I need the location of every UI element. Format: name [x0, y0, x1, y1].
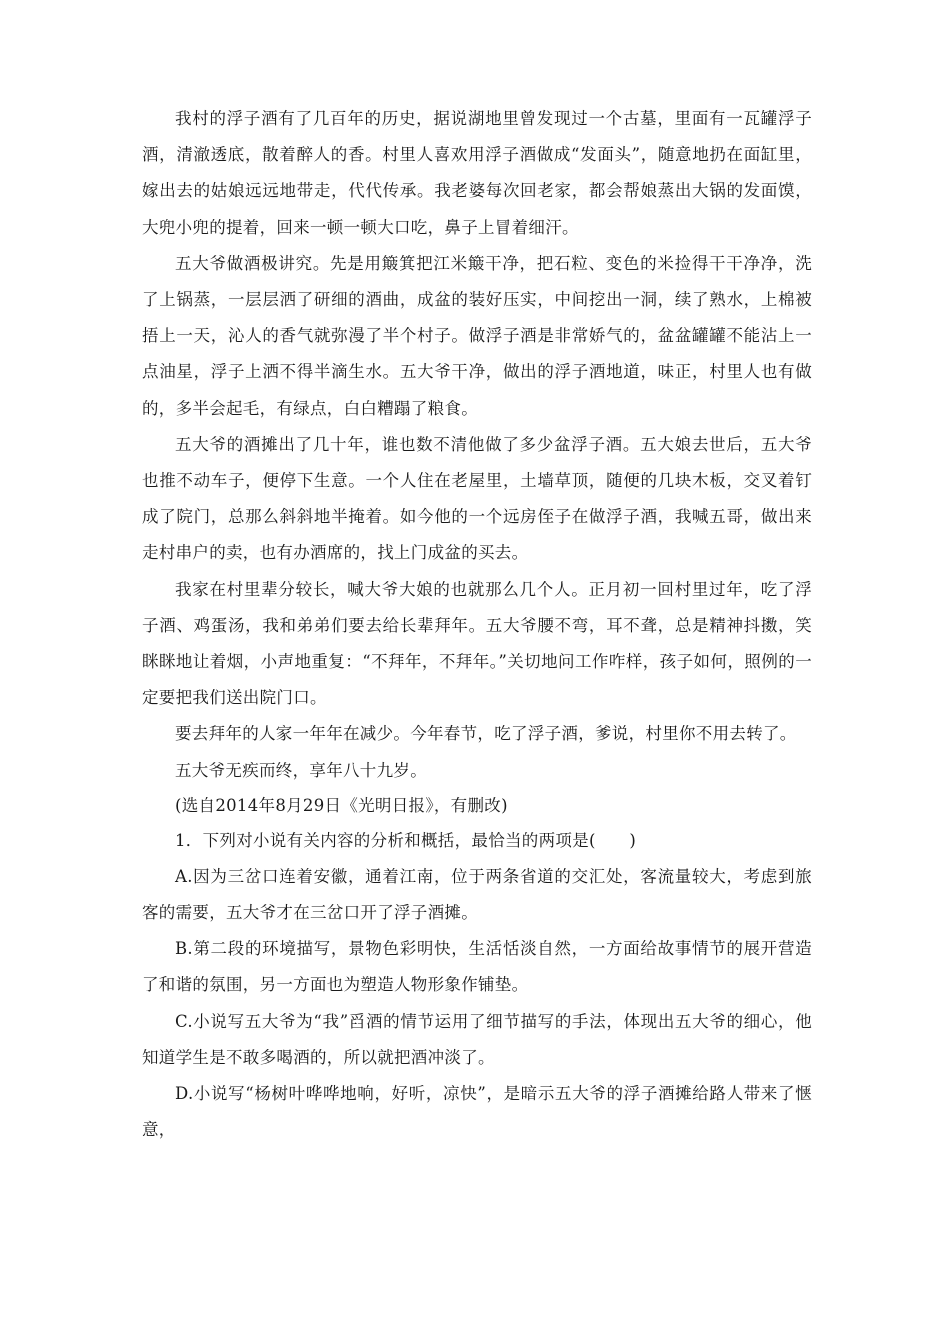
body-paragraph: 要去拜年的人家一年年在减少。今年春节，吃了浮子酒，爹说，村里你不用去转了。 — [175, 724, 797, 744]
body-paragraph: 五大爷做酒极讲究。先是用簸箕把江米簸干净，把石粒、变色的米捡得干干净净，洗了上锅蒸，一层层洒了研细的酒曲，成盆的装好压实，中间挖出一洞，续了熟水，上棉被捂上一天，沁人的香气就弥漫了半个村子。做浮子酒是非常娇气的，盆盆罐罐不能沾上一点油星，浮子上洒不得半滴生水。五大爷干净，做出的浮子酒地道，味正，村里人也有做的，多半会起毛，有绿点，白白糟蹋了粮食。 — [142, 253, 812, 418]
body-paragraph: 我村的浮子酒有了几百年的历史，据说湖地里曾发现过一个古墓，里面有一瓦罐浮子酒，清澈透底，散着醉人的香。村里人喜欢用浮子酒做成“发面头”，随意地扔在面缸里，嫁出去的姑娘远远地带走，代代传承。我老婆每次回老家，都会帮娘蒸出大锅的发面馍，大兜小兜的提着，回来一顿一顿大口吃，鼻子上冒着细汗。 — [142, 109, 812, 237]
document-page — [142, 101, 812, 1148]
question-option-c: C.小说写五大爷为“我”舀酒的情节运用了细节描写的手法，体现出五大爷的细心，他知道学生是不敢多喝酒的，所以就把酒冲淡了。 — [142, 1011, 812, 1067]
question-option-a: A.因为三岔口连着安徽，通着江南，位于两条省道的交汇处，客流量较大，考虑到旅客的需要，五大爷才在三岔口开了浮子酒摊。 — [142, 866, 812, 923]
question-option-b: B.第二段的环境描写，景物色彩明快，生活恬淡自然，一方面给故事情节的展开营造了和谐的氛围，另一方面也为塑造人物形象作铺垫。 — [142, 939, 812, 995]
body-paragraph: 五大爷无疾而终，享年八十九岁。 — [175, 760, 427, 780]
body-paragraph: 我家在村里辈分较长，喊大爷大娘的也就那么几个人。正月初一回村里过年，吃了浮子酒、鸡蛋汤，我和弟弟们要去给长辈拜年。五大爷腰不弯，耳不聋，总是精神抖擞，笑眯眯地让着烟，小声地重复：“不拜年，不拜年。”关切地问工作咋样，孩子如何，照例的一定要把我们送出院门口。 — [142, 579, 812, 708]
source-citation: (选自2014年8月29日《光明日报》，有删改) — [175, 795, 508, 815]
question-option-d: D.小说写“杨树叶哗哗地响，好听，凉快”，是暗示五大爷的浮子酒摊给路人带来了惬意， — [142, 1084, 812, 1140]
question-title: 1．下列对小说有关内容的分析和概括，最恰当的两项是( ) — [175, 830, 637, 850]
body-paragraph: 五大爷的酒摊出了几十年，谁也数不清他做了多少盆浮子酒。五大娘去世后，五大爷也推不动车子，便停下生意。一个人住在老屋里，土墙草顶，随便的几块木板，交叉着钉成了院门，总那么斜斜地半掩着。如今他的一个远房侄子在做浮子酒，我喊五哥，做出来走村串户的卖，也有办酒席的，找上门成盆的买去。 — [142, 434, 812, 563]
